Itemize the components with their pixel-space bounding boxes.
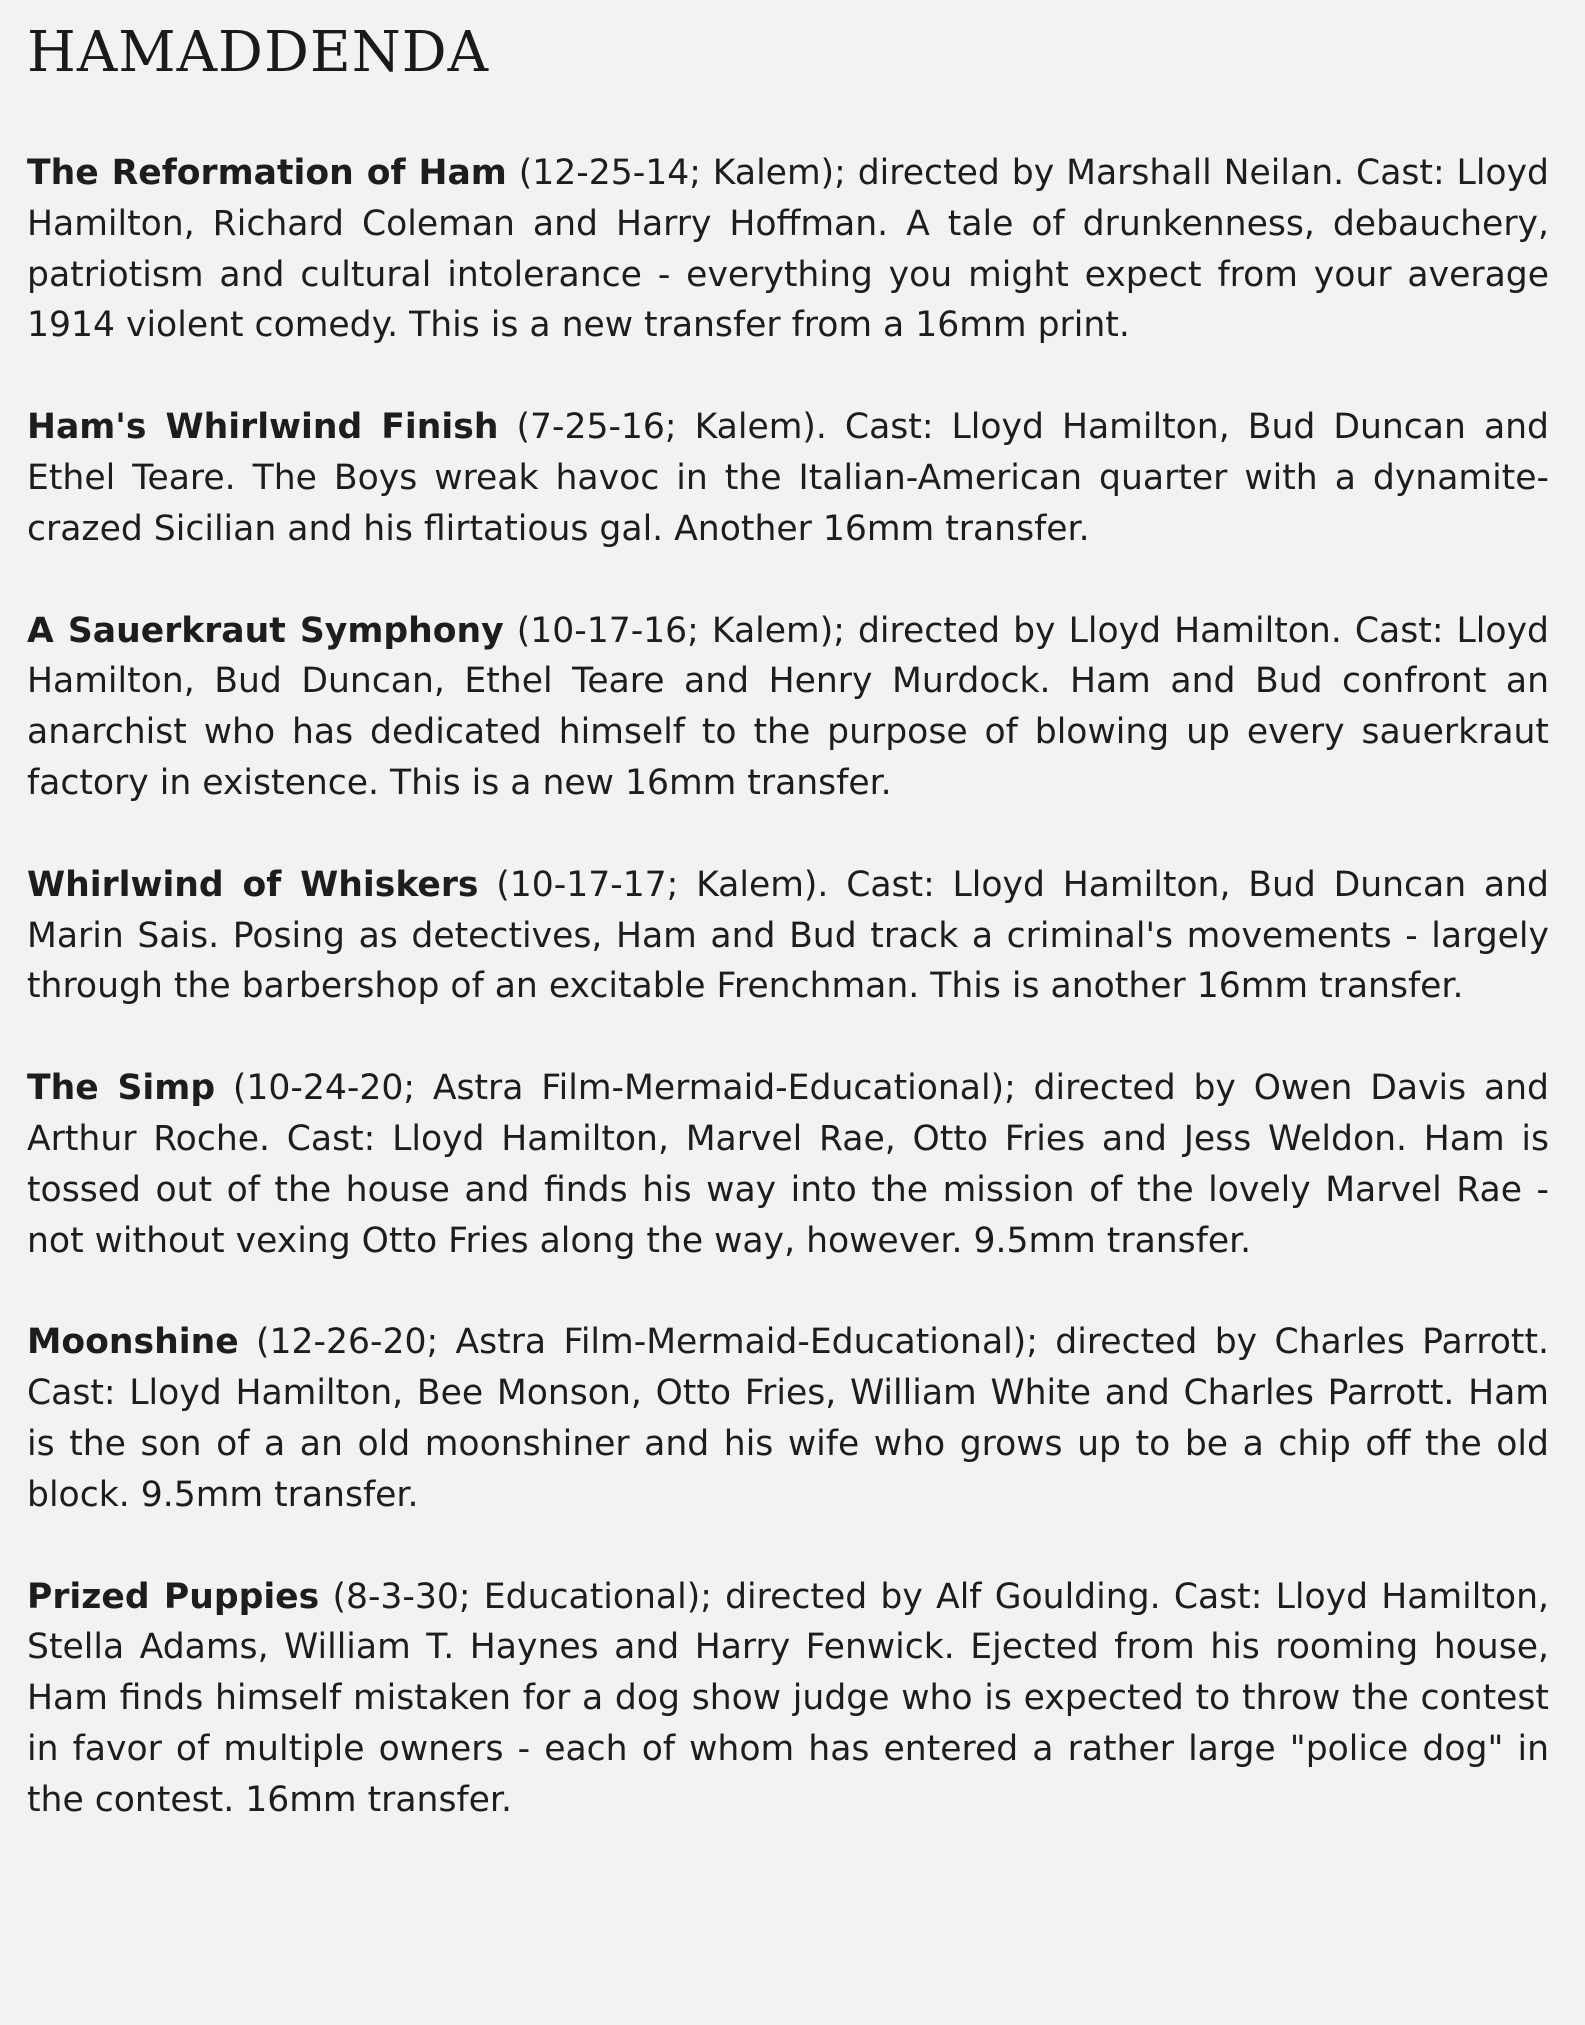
film-entry-prized-puppies <box>27 1572 1549 1826</box>
film-entry-moonshine <box>27 1317 1549 1520</box>
film-description: (10-17-16; Kalem); directed by Lloyd Hamilton. Cast: Lloyd Hamilton, Bud Duncan, Ethel Teare and Henry Murdock. Ham and Bud confront an anarchist who has dedicated himself to the purpose of blowing up every sauerkraut factory in existence. This is a new 16mm transfer. <box>27 610 1549 803</box>
film-title: Whirlwind of Whiskers <box>27 864 479 905</box>
film-title: Prized Puppies <box>27 1576 320 1617</box>
film-entry-reformation-of-ham <box>27 148 1549 351</box>
film-title: Ham's Whirlwind Finish <box>27 407 499 448</box>
document-page <box>27 18 1549 1877</box>
film-entry-the-simp <box>27 1063 1549 1266</box>
film-description: (10-17-17; Kalem). Cast: Lloyd Hamilton, Bud Duncan and Marin Sais. Posing as detectives, Ham and Bud track a criminal's movements - largely through the barbershop of an excitable Frenchman. This is another 16mm transfer. <box>27 864 1549 1007</box>
film-title: A Sauerkraut Symphony <box>27 610 504 651</box>
film-title: Moonshine <box>27 1322 239 1363</box>
film-title: The Simp <box>27 1068 216 1109</box>
film-title: The Reformation of Ham <box>27 153 507 193</box>
film-entry-whirlwind-of-whiskers <box>27 860 1549 1012</box>
film-description: (8-3-30; Educational); directed by Alf Goulding. Cast: Lloyd Hamilton, Stella Adams, William T. Haynes and Harry Fenwick. Ejected from his rooming house, Ham finds himself mistaken for a dog show judge who is expected to throw the contest in favor of multiple owners - each of whom has entered a rather large "police dog" in the contest. 16mm transfer. <box>27 1576 1549 1820</box>
page-title: HAMADDENDA <box>27 20 490 85</box>
film-description: (12-25-14; Kalem); directed by Marshall Neilan. Cast: Lloyd Hamilton, Richard Coleman and Harry Hoffman. A tale of drunkenness, debauchery, patriotism and cultural intolerance - everything you might expect from your average 1914 violent comedy. This is a new transfer from a 16mm print. <box>27 153 1549 346</box>
film-entry-hams-whirlwind-finish <box>27 402 1549 554</box>
film-description: (7-25-16; Kalem). Cast: Lloyd Hamilton, Bud Duncan and Ethel Teare. The Boys wreak havoc in the Italian-American quarter with a dynamite-crazed Sicilian and his flirtatious gal. Another 16mm transfer. <box>27 407 1549 549</box>
film-entry-sauerkraut-symphony <box>27 606 1549 809</box>
film-description: (12-26-20; Astra Film-Mermaid-Educational); directed by Charles Parrott. Cast: Lloyd Hamilton, Bee Monson, Otto Fries, William White and Charles Parrott. Ham is the son of a an old moonshiner and his wife who grows up to be a chip off the old block. 9.5mm transfer. <box>27 1322 1549 1515</box>
film-description: (10-24-20; Astra Film-Mermaid-Educational); directed by Owen Davis and Arthur Roche. Cast: Lloyd Hamilton, Marvel Rae, Otto Fries and Jess Weldon. Ham is tossed out of the house and finds his way into the mission of the lovely Marvel Rae - not without vexing Otto Fries along the way, however. 9.5mm transfer. <box>27 1068 1549 1261</box>
